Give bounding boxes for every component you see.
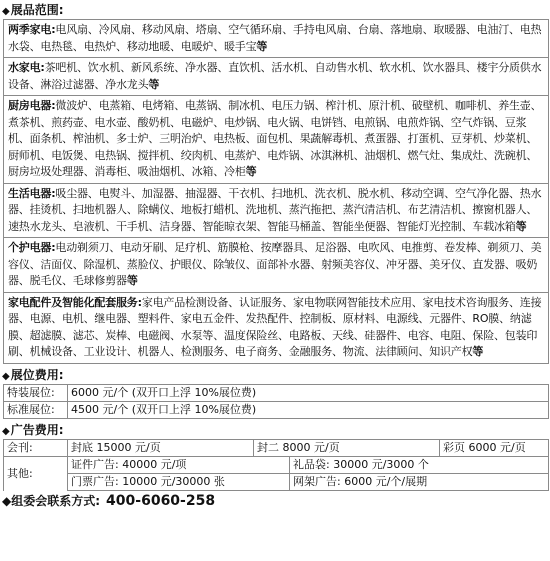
ads-cell: 封二 8000 元/页 [254, 440, 440, 456]
ads-label: 其他: [4, 457, 68, 491]
ads-cell: 礼品袋: 30000 元/3000 个 [290, 457, 549, 473]
scope-title: ◆展品范围: [2, 3, 64, 17]
table-row [4, 440, 549, 457]
booth-value: 6000 元/个 (双开口上浮 10%展位费) [68, 385, 549, 401]
contact-phone: 400-6060-258 [106, 492, 216, 509]
category-name: 两季家电: [8, 23, 56, 36]
category-name: 家电配件及智能化配套服务: [8, 295, 142, 309]
category-items: 吸尘器、电熨斗、加湿器、抽湿器、干衣机、扫地机、洗衣机、脱水机、移动空调、空气净化器、热水器、挂烫机、扫地机器人、除螨仪、地板打蜡机、洗地机、蒸汽拖把、蒸汽清洁机、布艺清洁机、擦窗机器人、速热水龙头、皂液机、干手机、洁身器、智能晾衣架、智能马桶盖、智能坐便器、智能灯光控制、车载冰箱 [8, 186, 542, 233]
exhibition-info-page [0, 1, 550, 561]
contact-line [0, 492, 550, 510]
ads-table [3, 439, 549, 491]
diamond-bullet-icon: ◆ [2, 6, 10, 17]
booth-table [3, 384, 549, 419]
ads-cell: 门票广告: 10000 元/30000 张 [68, 474, 290, 490]
table-row [4, 385, 549, 402]
scope-table [3, 19, 549, 364]
ads-label: 会刊: [4, 440, 68, 456]
ads-cell: 封底 15000 元/页 [68, 440, 254, 456]
category-tail: 等 [515, 219, 527, 233]
booth-value: 4500 元/个 (双开口上浮 10%展位费) [68, 402, 549, 418]
scope-row-personal-care [4, 238, 548, 293]
diamond-bullet-icon: ◆ [2, 493, 12, 508]
ads-cell: 网架广告: 6000 元/个/展期 [290, 474, 549, 490]
booth-label: 标准展位: [4, 402, 68, 418]
scope-row-kitchen [4, 96, 548, 184]
table-row [4, 457, 549, 491]
scope-row-accessories [4, 293, 548, 363]
category-tail: 等 [472, 345, 484, 358]
category-name: 个护电器: [8, 241, 56, 254]
category-name: 生活电器: [8, 186, 56, 200]
category-items: 微波炉、电蒸箱、电烤箱、电蒸锅、制冰机、电压力锅、榨汁机、原汁机、破壁机、咖啡机、养生壶、煮茶机、煎药壶、电水壶、酸奶机、电磁炉、电炒锅、电火锅、电饼铛、电煎锅、电煎炸锅、空气炸锅、豆浆机、面条机、榨油机、多士炉、三明治炉、电热板、面包机、果蔬解毒机、煮蛋器、打蛋机、豆芽机、炒菜机、厨师机、电饭煲、电热锅、搅拌机、绞肉机、电蒸炉、电炸锅、冰淇淋机、油烟机、燃气灶、集成灶、洗碗机、厨房垃圾处理器、消毒柜、吸油烟机、冰箱、冷柜 [8, 99, 542, 178]
table-row [68, 457, 549, 474]
category-name: 水家电: [8, 61, 45, 74]
category-items: 家电产品检测设备、认证服务、家电物联网智能技术应用、家电技术咨询服务、连接器、电源、电机、继电器、塑料件、家电五金件、发热配件、控制板、原材料、电源线、元器件、RO膜、纳滤膜、超滤膜、滤芯、炭棒、电磁阀、水泵等、温度保险丝、电路板、天线、硅器件、电容、电阻、保险、包装印刷、机械设备、工业设计、机器人、检测服务、电子商务、金融服务、物流、法律顾问、知识产权 [8, 295, 542, 358]
category-tail: 等 [256, 39, 268, 53]
ads-title: ◆广告费用: [2, 422, 64, 437]
category-tail: 等 [126, 274, 138, 287]
category-items: 电动剃须刀、电动牙刷、足疗机、筋膜枪、按摩器具、足浴器、电吹风、电推剪、卷发棒、剃须刀、美容仪、洁面仪、除湿机、蒸脸仪、护眼仪、除皱仪、面部补水器、射频美容仪、冲牙器、美牙仪、直发器、吸奶器、脱毛仪、毛球修剪器 [8, 241, 542, 287]
contact-label: 组委会联系方式: [11, 493, 101, 508]
booth-title: ◆展位费用: [2, 367, 64, 382]
ads-cell: 证件广告: 40000 元/项 [68, 457, 290, 473]
scope-row-seasonal [4, 20, 548, 58]
ads-other-group [68, 457, 549, 491]
booth-label: 特装展位: [4, 385, 68, 401]
table-row [68, 474, 549, 491]
category-items: 电风扇、冷风扇、移动风扇、塔扇、空气循环扇、手持电风扇、台扇、落地扇、取暖器、电油汀、电热水袋、电热毯、电热炉、移动地暖、电暖炉、暖手宝 [8, 23, 542, 53]
category-items: 茶吧机、饮水机、新风系统、净水器、直饮机、活水机、自动售水机、软水机、饮水器具、楼宇分质供水设备、淋浴过滤器、净水龙头 [8, 61, 542, 91]
scope-row-water [4, 58, 548, 96]
category-tail: 等 [148, 77, 160, 91]
category-tail: 等 [245, 165, 257, 178]
diamond-bullet-icon: ◆ [2, 425, 10, 437]
scope-row-living [4, 184, 548, 239]
diamond-bullet-icon: ◆ [2, 370, 10, 382]
category-name: 厨房电器: [8, 99, 56, 112]
table-row [4, 402, 549, 419]
ads-cell: 彩页 6000 元/页 [440, 440, 549, 456]
